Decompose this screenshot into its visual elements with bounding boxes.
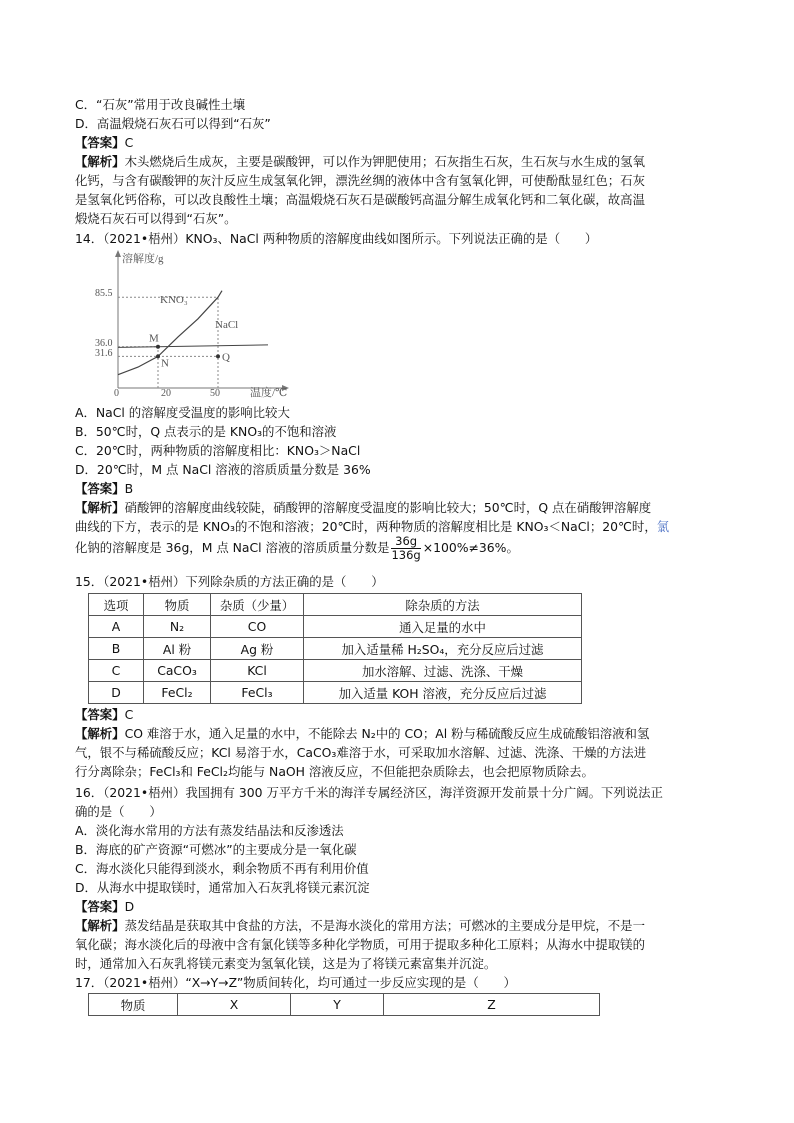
table-cell: CaCO₃ [144,660,211,682]
q15-stem: 15．（2021•梧州）下列除杂质的方法正确的是（ ） [75,574,384,589]
x-tick-0: 0 [114,388,119,398]
table-row [89,682,582,704]
analysis-tag: 【解析】 [75,154,125,169]
q13-analysis-line-1 [75,153,645,170]
q15-analysis-line-1 [75,725,649,742]
y-tick-36-0: 36.0 [95,338,113,349]
table-cell: D [89,682,144,704]
q13-answer [75,134,133,151]
dashed-guides [118,297,218,388]
q16-stem-line-1: 16．（2021•梧州）我国拥有 300 万平方千米的海洋专属经济区，海洋资源开发前景十分广阔。下列说法正 [75,785,663,800]
q13-analysis-line-2: 化钙，与含有碳酸钾的灰汁反应生成氢氧化钾，漂洗丝绸的液体中含有氢氧化钾，可使酚酞显红色；石灰 [75,173,645,188]
y-tick-85-5: 85.5 [95,288,113,299]
answer-tag: 【答案】 [75,481,125,496]
answer-value: D [124,899,135,914]
y-axis-label: 溶解度/g [122,253,164,265]
point-q-label: Q [222,351,230,364]
analysis-tag: 【解析】 [75,918,125,933]
q16-option-c: C．海水淡化只能得到淡水，剩余物质不再有利用价值 [75,861,369,876]
kno3-series-label: KNO₃ [160,294,188,306]
header-cell: 除杂质的方法 [304,594,582,616]
table-cell: FeCl₃ [211,682,304,704]
table-cell: N₂ [144,616,211,638]
q17-stem: 17．（2021•梧州）“X→Y→Z”物质间转化，均可通过一步反应实现的是（ ） [75,975,516,990]
q16-stem-line-2: 确的是（ ） [75,804,162,819]
q14-option-b: B．50℃时，Q 点表示的是 KNO₃的不饱和溶液 [75,424,337,439]
table-cell: 加入适量稀 H₂SO₄，充分反应后过滤 [304,638,582,660]
fraction-denominator: 136g [391,548,421,562]
x-axis-label: 温度/℃ [250,387,288,398]
table-cell: 加水溶解、过滤、洗涤、干燥 [304,660,582,682]
point-q [216,354,220,358]
header-cell: 杂质（少量） [211,594,304,616]
q15-table [88,593,582,704]
point-n [156,354,160,358]
q17-table [88,993,600,1016]
mass-fraction [391,535,420,562]
analysis-text: CO 难溶于水，通入足量的水中，不能除去 N₂中的 CO；Al 粉与稀硫酸反应生成硫酸铝溶液和氢 [124,726,650,741]
q16-option-b: B．海底的矿产资源“可燃冰”的主要成分是一氧化碳 [75,842,357,857]
q13-option-d: D．高温煅烧石灰石可以得到“石灰” [75,116,271,131]
answer-value: C [124,135,134,150]
point-m-label: M [149,332,159,345]
solubility-chart [95,248,295,398]
q15-answer [75,706,133,723]
analysis-text: 蒸发结晶是获取其中食盐的方法，不是海水淡化的常用方法；可燃冰的主要成分是甲烷，不是一 [124,918,645,933]
q16-option-d: D．从海水中提取镁时，通常加入石灰乳将镁元素沉淀 [75,880,370,895]
analysis-text: ×100%≠36%。 [422,540,519,555]
q15-analysis-line-3: 行分离除杂；FeCl₃和 FeCl₂均能与 NaOH 溶液反应，不但能把杂质除去，也会把原物质除去。 [75,764,594,779]
analysis-text: 化钠的溶解度是 36g，M 点 NaCl 溶液的溶质质量分数是 [75,540,390,555]
q14-analysis-line-1 [75,499,651,516]
table-cell: 加入适量 KOH 溶液，充分反应后过滤 [304,682,582,704]
x-tick-20: 20 [161,388,171,398]
table-cell: CO [211,616,304,638]
table-header-row [89,994,600,1016]
nacl-curve [118,345,268,348]
table-cell: B [89,638,144,660]
fraction-numerator: 36g [391,535,420,549]
table-cell: Ag 粉 [211,638,304,660]
table-header-row [89,594,582,616]
q16-analysis-line-1 [75,917,645,934]
table-cell: Al 粉 [144,638,211,660]
table-row [89,660,582,682]
header-cell: Z [384,994,600,1016]
table-cell: A [89,616,144,638]
header-cell: 物质 [89,994,178,1016]
q14-analysis-line-3 [75,533,519,563]
q13-analysis-line-3: 是氢氧化钙俗称，可以改良酸性土壤；高温煅烧石灰石是碳酸钙高温分解生成氧化钙和二氧化碳，故高温 [75,192,645,207]
analysis-text: 曲线的下方，表示的是 KNO₃的不饱和溶液；20℃时，两种物质的溶解度相比是 KNO₃＜NaCl；20℃时， [75,519,657,534]
analysis-text-blue: 氯 [656,519,670,534]
q14-option-c: C．20℃时，两种物质的溶解度相比：KNO₃＞NaCl [75,443,361,458]
analysis-tag: 【解析】 [75,726,125,741]
q14-stem: 14．（2021•梧州）KNO₃、NaCl 两种物质的溶解度曲线如图所示。下列说法正确的是（ ） [75,231,598,246]
header-cell: Y [291,994,384,1016]
q16-answer [75,898,134,915]
answer-tag: 【答案】 [75,135,125,150]
q16-option-a: A．淡化海水常用的方法有蒸发结晶法和反渗透法 [75,823,344,838]
nacl-series-label: NaCl [215,319,239,331]
answer-tag: 【答案】 [75,707,125,722]
table-cell: FeCl₂ [144,682,211,704]
answer-tag: 【答案】 [75,899,125,914]
analysis-text: 木头燃烧后生成灰，主要是碳酸钾，可以作为钾肥使用；石灰指生石灰，生石灰与水生成的氢氧 [124,154,645,169]
q14-answer [75,480,133,497]
q14-option-a: A．NaCl 的溶解度受温度的影响比较大 [75,405,290,420]
q13-option-c: C．“石灰”常用于改良碱性土壤 [75,97,246,112]
y-axis-arrow [115,250,121,257]
table-row [89,616,582,638]
x-tick-50: 50 [210,388,220,398]
header-cell: 物质 [144,594,211,616]
table-cell: C [89,660,144,682]
y-tick-31-6: 31.6 [95,348,113,359]
q14-option-d: D．20℃时，M 点 NaCl 溶液的溶质质量分数是 36% [75,462,371,477]
point-n-label: N [161,357,169,370]
analysis-tag: 【解析】 [75,500,125,515]
table-cell: KCl [211,660,304,682]
answer-value: C [124,707,134,722]
q16-analysis-line-2: 氧化碳；海水淡化后的母液中含有氯化镁等多种化学物质，可用于提取多种化工原料；从海水中提取镁的 [75,937,645,952]
table-row [89,638,582,660]
header-cell: X [178,994,291,1016]
table-cell: 通入足量的水中 [304,616,582,638]
q15-analysis-line-2: 气，银不与稀硫酸反应；KCl 易溶于水，CaCO₃难溶于水，可采取加水溶解、过滤、洗涤、干燥的方法进 [75,745,647,760]
header-cell: 选项 [89,594,144,616]
point-m [156,345,160,349]
q16-analysis-line-3: 时，通常加入石灰乳将镁元素变为氢氧化镁，这是为了将镁元素富集并沉淀。 [75,956,497,971]
answer-value: B [124,481,134,496]
q13-analysis-line-4: 煅烧石灰石可以得到“石灰”。 [75,211,237,226]
analysis-text: 硝酸钾的溶解度曲线较陡，硝酸钾的溶解度受温度的影响比较大；50℃时，Q 点在硝酸钾溶解度 [124,500,652,515]
